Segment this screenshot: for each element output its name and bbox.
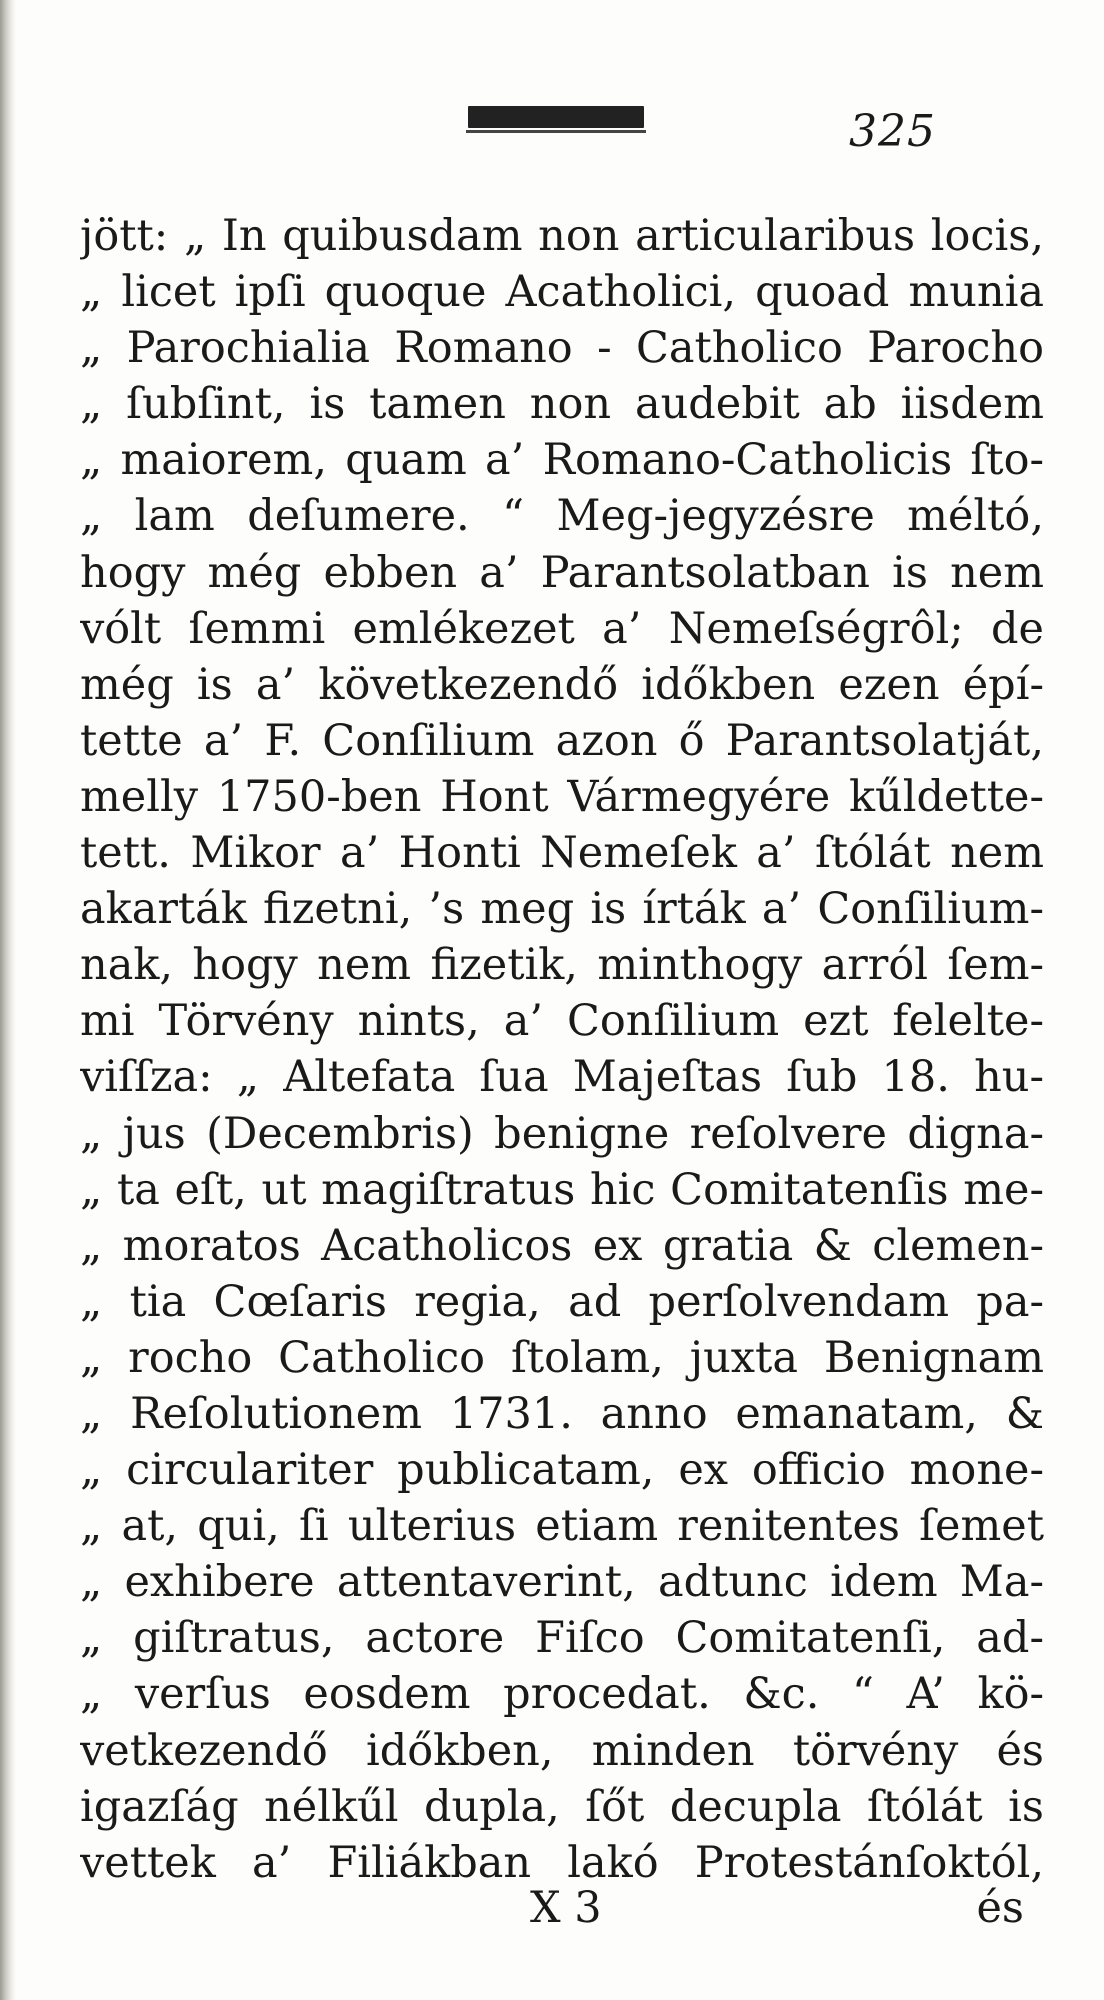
text-line: igazſág nélkűl dupla, ſőt decupla ſtólát is	[80, 1781, 1044, 1832]
text-line: hogy még ebben a’ Parantsolatban is nem	[80, 547, 1044, 598]
text-line: nak, hogy nem fizetik, minthogy arról ſem-	[80, 940, 1044, 991]
catchword: és	[976, 1883, 1024, 1933]
text-line: „ Parochialia Romano - Catholico Parocho	[80, 323, 1044, 374]
text-line: „ licet ipſi quoque Acatholici, quoad munia	[80, 267, 1044, 318]
text-line: „ verſus eosdem procedat. &c. “ A’ kö-	[80, 1669, 1044, 1720]
text-line: tette a’ F. Conſilium azon ő Parantsolatját,	[80, 715, 1044, 766]
text-line: „ jus (Decembris) benigne reſolvere digna-	[80, 1108, 1044, 1159]
text-line: melly 1750-ben Hont Vármegyére kűldette-	[80, 771, 1044, 822]
binding-edge	[0, 0, 16, 2000]
signature-mark: X 3	[530, 1883, 602, 1933]
text-line: viſſza: „ Altefata ſua Majeſtas ſub 18. hu-	[80, 1052, 1044, 1103]
text-line: „ lam deſumere. “ Meg-jegyzésre méltó,	[80, 491, 1044, 542]
text-line: vettek a’ Filiákban lakó Protestánſoktól,	[80, 1837, 1044, 1888]
text-line: „ ta eſt, ut magiſtratus hic Comitatenſis me-	[80, 1164, 1044, 1215]
text-line: „ maiorem, quam a’ Romano-Catholicis ſto-	[80, 435, 1044, 486]
text-line: még is a’ következendő időkben ezen épí-	[80, 659, 1044, 710]
page-footer	[0, 1878, 1104, 1938]
text-line: „ at, qui, ſi ulterius etiam renitentes ſemet	[80, 1501, 1044, 1552]
page-number: 325	[849, 106, 936, 157]
header-ornament-rule	[468, 106, 644, 128]
text-line: vetkezendő időkben, minden törvény és	[80, 1725, 1044, 1776]
text-line: „ exhibere attentaverint, adtunc idem Ma-	[80, 1557, 1044, 1608]
text-line: „ circulariter publicatam, ex officio mone-	[80, 1445, 1044, 1496]
text-line: tett. Mikor a’ Honti Nemeſek a’ ſtólát nem	[80, 828, 1044, 879]
text-line: „ Reſolutionem 1731. anno emanatam, &	[80, 1388, 1044, 1439]
text-line: mi Törvény nints, a’ Conſilium ezt felelte-	[80, 996, 1044, 1047]
text-line: „ rocho Catholico ſtolam, juxta Benignam	[80, 1332, 1044, 1383]
body-text	[80, 208, 1044, 1891]
text-line: „ ſubſint, is tamen non audebit ab iisdem	[80, 379, 1044, 430]
text-line: „ moratos Acatholicos ex gratia & clemen-	[80, 1220, 1044, 1271]
text-line: jött: „ In quibusdam non articularibus locis,	[80, 211, 1044, 261]
text-line: akarták fizetni, ’s meg is írták a’ Conſilium-	[80, 884, 1044, 935]
header-ornament-underline	[466, 130, 646, 133]
text-line: „ tia Cœſaris regia, ad perſolvendam pa-	[80, 1276, 1044, 1327]
text-line: „ giſtratus, actore Fiſco Comitatenſi, ad-	[80, 1613, 1044, 1664]
text-line: vólt ſemmi emlékezet a’ Nemeſségrôl; de	[80, 603, 1044, 654]
